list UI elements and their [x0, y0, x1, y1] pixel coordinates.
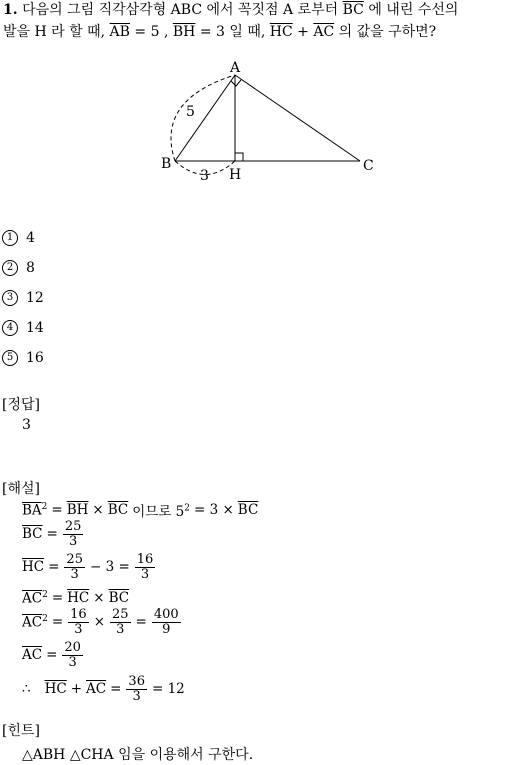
op: ×	[93, 614, 105, 631]
choice-mark: 1	[2, 230, 18, 246]
seg: $\overline{AC}$	[22, 590, 43, 607]
seg: $\overline{HC}$	[22, 559, 45, 576]
fraction	[110, 608, 131, 636]
label-h: H	[229, 167, 242, 183]
choice-value: 8	[26, 260, 35, 276]
choice-value: 14	[26, 320, 44, 336]
choice-1[interactable]	[2, 230, 35, 246]
exp: 2	[184, 503, 190, 514]
numerator: 25	[66, 552, 83, 567]
fraction	[63, 520, 84, 548]
fraction	[135, 553, 156, 581]
question-number: 1.	[3, 2, 18, 18]
result: = 12	[151, 681, 185, 698]
solution-heading: [해설]	[2, 481, 40, 497]
label-b: B	[161, 156, 172, 172]
segment-hc: $\overline{HC}$	[269, 24, 293, 40]
seg: $\overline{BC}$	[237, 502, 259, 518]
exp: 2	[42, 590, 48, 600]
numerator: 400	[153, 607, 179, 622]
op: ×	[92, 502, 104, 518]
op: =	[46, 647, 58, 664]
choice-mark: 3	[2, 290, 18, 306]
right-angle-mark-h	[235, 153, 243, 161]
side-ac	[235, 75, 360, 161]
numerator: 36	[128, 674, 145, 689]
choice-value: 4	[26, 230, 35, 246]
plus-sign: +	[297, 24, 309, 40]
bh-value: = 3 일 때,	[199, 24, 266, 40]
seg: $\overline{AC}$	[22, 614, 43, 631]
solution-line-4	[22, 590, 129, 607]
op: =	[48, 559, 60, 576]
hint-text: △ABH △CHA 임을 이용해서 구한다.	[22, 747, 254, 763]
triangle-figure	[0, 50, 532, 250]
solution-line-7	[22, 675, 185, 703]
question-line2-end: 의 값을 구하면?	[338, 24, 437, 40]
hint-heading: [힌트]	[2, 723, 40, 739]
op: =	[51, 502, 63, 518]
op: =	[46, 526, 58, 543]
segment-bc: $\overline{BC}$	[342, 2, 364, 18]
seg: $\overline{BC}$	[108, 590, 130, 607]
solution-line-1	[22, 500, 258, 520]
label-a: A	[230, 60, 241, 76]
ab-value: = 5 ,	[134, 24, 169, 40]
numerator: 25	[112, 607, 129, 622]
op: =	[51, 590, 64, 607]
right-angle-mark-a	[231, 80, 241, 86]
text: 이므로 5	[132, 504, 185, 520]
segment-ac: $\overline{AC}$	[313, 24, 335, 40]
fraction	[64, 553, 85, 581]
solution-line-5	[22, 608, 182, 636]
fraction	[68, 608, 89, 636]
label-3: 3	[200, 168, 209, 184]
denominator: 3	[116, 621, 125, 637]
choice-2[interactable]	[2, 260, 35, 276]
seg: $\overline{BC}$	[107, 502, 129, 518]
denominator: 3	[140, 566, 150, 582]
seg: $\overline{HC}$	[67, 590, 90, 607]
therefore-symbol: ∴	[22, 681, 31, 698]
fraction	[62, 641, 83, 669]
segment-bh: $\overline{BH}$	[172, 24, 196, 40]
choice-4[interactable]	[2, 320, 44, 336]
denominator: 3	[70, 566, 79, 582]
text: − 3 =	[89, 559, 130, 576]
exp: 2	[41, 501, 48, 512]
denominator: 3	[68, 654, 77, 670]
choice-5[interactable]	[2, 350, 44, 366]
question-text	[3, 0, 531, 43]
seg: $\overline{BA}$	[22, 502, 42, 519]
seg: $\overline{AC}$	[86, 681, 107, 698]
answer-value: 3	[22, 417, 31, 433]
seg: $\overline{HC}$	[44, 681, 67, 698]
denominator: 3	[74, 621, 83, 637]
segment-ab: $\overline{AB}$	[109, 24, 130, 40]
denominator: 3	[68, 533, 78, 549]
numerator: 16	[136, 552, 154, 567]
numerator: 25	[64, 519, 82, 534]
solution-line-2	[22, 520, 84, 548]
label-c: C	[363, 158, 374, 174]
choice-mark: 4	[2, 320, 18, 336]
op: +	[70, 681, 83, 698]
op: =	[110, 681, 122, 698]
choice-3[interactable]	[2, 290, 44, 306]
choice-value: 16	[26, 350, 44, 366]
denominator: 3	[132, 688, 141, 704]
fraction	[126, 675, 147, 703]
answer-heading: [정답]	[2, 397, 40, 413]
question-line2: 발을 H 라 할 때,	[3, 24, 106, 40]
denominator: 9	[162, 621, 171, 637]
solution-line-3	[22, 553, 156, 581]
op: =	[135, 614, 147, 631]
choice-mark: 2	[2, 260, 18, 276]
label-5: 5	[186, 104, 195, 120]
question-line1-end: 에 내린 수선의	[368, 2, 459, 18]
seg: $\overline{AC}$	[22, 647, 43, 664]
solution-line-6	[22, 641, 84, 669]
exp: 2	[42, 613, 48, 624]
text: = 3 ×	[194, 502, 234, 518]
numerator: 16	[70, 607, 87, 622]
seg: $\overline{BC}$	[22, 526, 43, 543]
choice-value: 12	[26, 290, 44, 306]
fraction	[152, 608, 181, 636]
choice-mark: 5	[2, 350, 18, 366]
seg: $\overline{BH}$	[66, 502, 89, 518]
op: ×	[93, 590, 105, 607]
numerator: 20	[64, 640, 81, 655]
question-line1: 다음의 그림 직각삼각형 ABC 에서 꼭짓점 A 로부터	[22, 2, 339, 18]
op: =	[51, 614, 64, 631]
